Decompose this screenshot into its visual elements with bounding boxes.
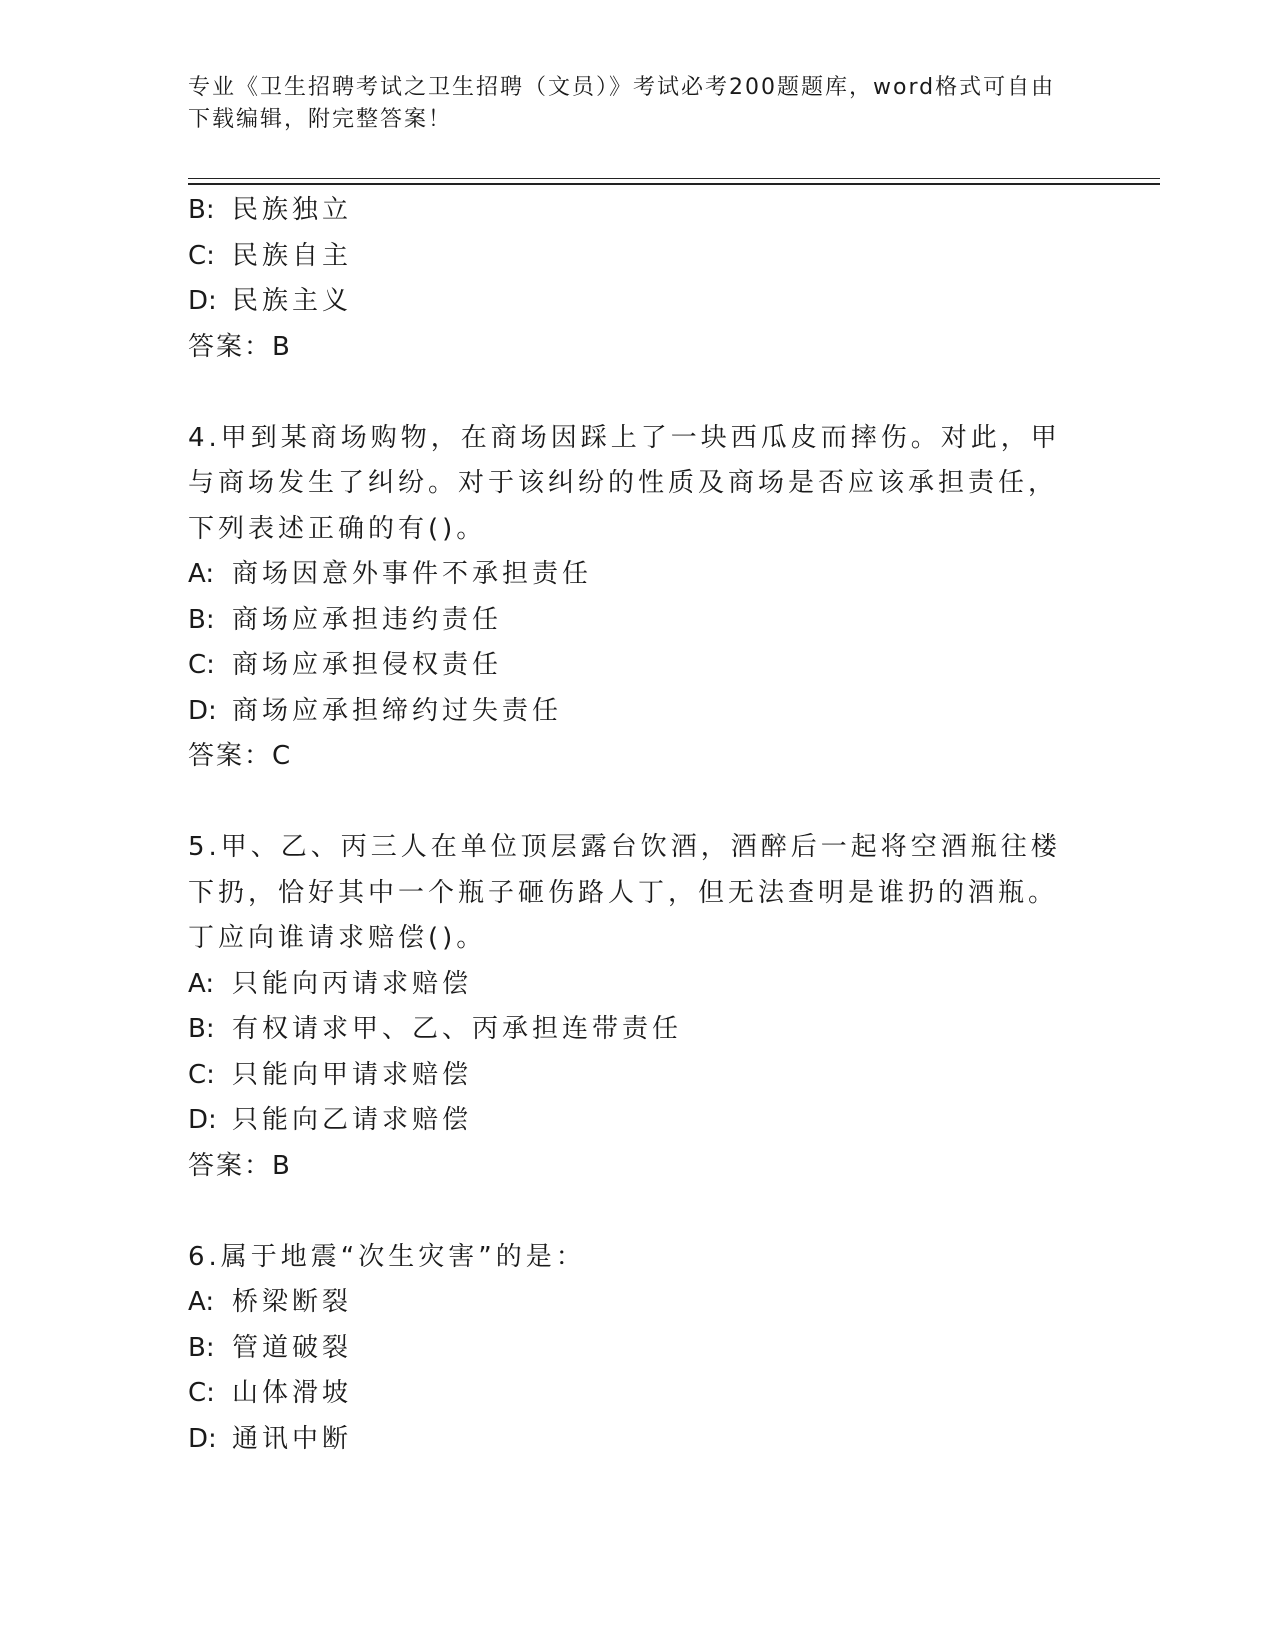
- option-item: [188, 1098, 1068, 1144]
- option-letter: B:: [188, 195, 215, 225]
- option-item: [188, 279, 1068, 325]
- option-letter: D:: [188, 1105, 217, 1135]
- spacer: [188, 370, 1068, 416]
- option-letter: B:: [188, 1332, 215, 1363]
- option-text: 民族独立: [232, 195, 353, 225]
- question-text: 6.属于地震“次生灾害”的是：: [188, 1241, 586, 1272]
- option-letter: A:: [188, 559, 215, 589]
- option-item: [188, 689, 1068, 735]
- option-item: [188, 552, 1068, 598]
- option-text: 有权请求甲、乙、丙承担连带责任: [232, 1014, 683, 1044]
- option-text: 桥梁断裂: [232, 1287, 353, 1317]
- option-letter: C:: [188, 240, 215, 271]
- option-item: [188, 1280, 1068, 1326]
- option-letter: B:: [188, 1014, 215, 1044]
- option-item: [188, 1053, 1068, 1099]
- option-text: 民族自主: [232, 240, 353, 271]
- option-item: [188, 1417, 1068, 1463]
- header-divider-thin: [188, 178, 1160, 179]
- option-item: [188, 643, 1068, 689]
- option-letter: D:: [188, 695, 217, 726]
- document-header: 专业《卫生招聘考试之卫生招聘（文员）》考试必考200题题库，word格式可自由下载编辑，附完整答案！: [188, 75, 1056, 132]
- continued-question: [188, 188, 1068, 370]
- option-item: [188, 598, 1068, 644]
- option-letter: B:: [188, 604, 215, 635]
- spacer: [188, 780, 1068, 826]
- option-text: 民族主义: [232, 286, 353, 316]
- option-item: [188, 234, 1068, 280]
- option-letter: D:: [188, 1423, 217, 1454]
- header-divider-thick: [188, 183, 1160, 185]
- option-item: [188, 1326, 1068, 1372]
- question-text: 5.甲、乙、丙三人在单位顶层露台饮酒，酒醉后一起将空酒瓶往楼下扔，恰好其中一个瓶子砸伤路人丁，但无法查明是谁扔的酒瓶。丁应向谁请求赔偿()。: [188, 832, 1061, 953]
- option-letter: C:: [188, 1378, 215, 1408]
- spacer: [188, 1189, 1068, 1235]
- option-text: 山体滑坡: [232, 1378, 353, 1408]
- option-letter: A:: [188, 1287, 215, 1317]
- option-text: 只能向丙请求赔偿: [232, 968, 473, 999]
- option-text: 商场应承担侵权责任: [232, 650, 503, 680]
- option-text: 只能向乙请求赔偿: [232, 1105, 473, 1135]
- option-item: [188, 188, 1068, 234]
- answer-line: 答案：B: [188, 1150, 292, 1181]
- question-block: [188, 1235, 1068, 1463]
- answer-line: 答案：C: [188, 741, 293, 771]
- option-text: 商场应承担违约责任: [232, 604, 503, 635]
- option-item: [188, 962, 1068, 1008]
- option-letter: A:: [188, 968, 215, 999]
- option-letter: C:: [188, 650, 215, 680]
- option-text: 商场因意外事件不承担责任: [232, 559, 593, 589]
- option-text: 通讯中断: [232, 1423, 353, 1454]
- option-letter: C:: [188, 1059, 215, 1090]
- question-block: [188, 825, 1068, 1189]
- option-letter: D:: [188, 286, 217, 316]
- answer-line: 答案：B: [188, 331, 292, 362]
- question-block: [188, 416, 1068, 780]
- option-text: 商场应承担缔约过失责任: [232, 695, 563, 726]
- question-content: [188, 188, 1068, 1462]
- option-item: [188, 1007, 1068, 1053]
- option-text: 管道破裂: [232, 1332, 353, 1363]
- option-item: [188, 1371, 1068, 1417]
- question-text: 4.甲到某商场购物，在商场因踩上了一块西瓜皮而摔伤。对此，甲与商场发生了纠纷。对于该纠纷的性质及商场是否应该承担责任，下列表述正确的有()。: [188, 422, 1061, 544]
- option-text: 只能向甲请求赔偿: [232, 1059, 473, 1090]
